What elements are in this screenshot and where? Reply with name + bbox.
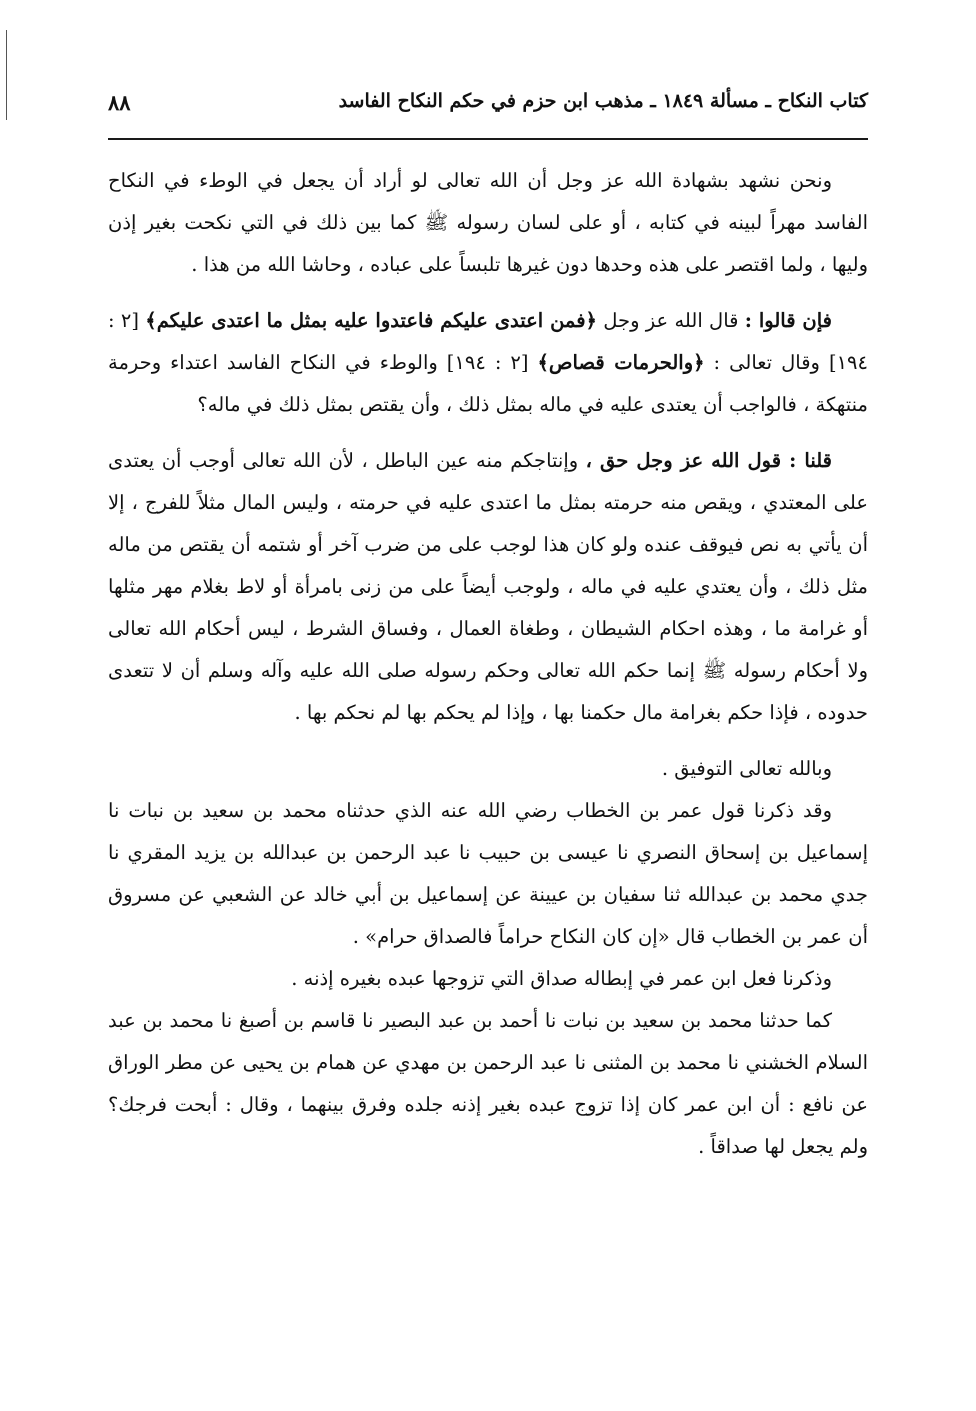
paragraph-2-text-1: قال الله عز وجل: [596, 309, 745, 332]
page-number: ٨٨: [108, 90, 131, 115]
quran-quote-2: ﴿والحرمات قصاص﴾: [537, 351, 705, 374]
paragraph-6: وذكرنا فعل ابن عمر في إبطاله صداق التي تزوجها عبده بغيره إذنه .: [291, 967, 832, 990]
header-divider: [108, 138, 868, 140]
paragraph-2-text-3: [٢ : ١٩٤] والوطء في النكاح الفاسد اعتداء وحرمة منتهكة ، فالواجب أن يعتدى عليه في ماله بمثل ذلك ، وأن يقتص بمثل ذلك في ماله؟: [108, 351, 868, 416]
page-body: [108, 160, 868, 1168]
paragraph-3-bold: قول الله عز وجل حق ،: [585, 449, 790, 472]
paragraph-3-lead: قلنا :: [789, 449, 832, 472]
paragraph-3: [108, 440, 868, 734]
paragraph-4: وبالله تعالى التوفيق .: [661, 757, 832, 780]
paragraph-3-text: وإنتاجكم منه عين الباطل ، لأن الله تعالى أوجب أن يعتدى على المعتدي ، ويقص منه حرمته بمثل ما اعتدى عليه في حرمته ، وليس المال مثلاً للفرج ، إلا أن يأتي به نص فيوقف عنده ولو كان هذا لوجب على من ضرب آخر أو شتمه أن يقتص من ماله مثل ذلك ، وأن يعتدي عليه في ماله ، ولوجب أيضاً على من زنى بامرأة أو لاط بغلام مهر مثلها أو غرامة ما ، وهذه احكام الشيطان ، وطغاة العمال ، وفساق الشرط ، ليس أحكام الله تعالى ولا أحكام رسوله ﷺ إنما حكم الله تعالى وحكم رسوله صلى الله عليه وآله وسلم أن لا تتعدى حدوده ، فإذا حكم بغرامة مال حكمنا بها ، وإذا لم يحكم بها لم نحكم بها .: [108, 449, 868, 724]
paragraph-5: وقد ذكرنا قول عمر بن الخطاب رضي الله عنه الذي حدثناه محمد بن سعيد بن نبات نا إسماعيل بن إسحاق النصري نا عيسى بن حبيب نا عبد الرحمن بن عبدالله بن يزيد المقري نا جدي محمد بن عبدالله ثنا سفيان بن عيينة عن إسماعيل بن أبي خالد عن الشعبي عن مسروق أن عمر بن الخطاب قال «إن كان النكاح حراماً فالصداق حرام» .: [108, 799, 868, 948]
page-edge-line: [6, 30, 7, 120]
paragraph-2-lead: فإن قالوا :: [744, 309, 832, 332]
paragraph-2-text-2: [٢ : ١٩٤] وقال تعالى :: [108, 309, 868, 374]
paragraph-7: كما حدثنا محمد بن سعيد بن نبات نا أحمد بن عبد البصير نا قاسم بن أصبغ نا محمد بن عبد السلام الخشني نا محمد بن المثنى نا عبد الرحمن بن مهدي عن همام بن يحيى عن مطر الوراق عن نافع : أن ابن عمر كان إذا تزوج عبده بغير إذنه جلده وفرق بينهما ، وقال : أبحت فرجك؟ ولم يجعل لها صداقاً .: [108, 1009, 868, 1158]
running-header: [108, 90, 868, 126]
paragraph-1: ونحن نشهد بشهادة الله عز وجل أن الله تعالى لو أراد أن يجعل في الوطء في النكاح الفاسد مهراً لبينه في كتابه ، أو على لسان رسوله ﷺ كما بين ذلك في التي نكحت بغير إذن وليها ، ولما اقتصر على هذه وحدها دون غيرها تلبساً على عباده ، وحاشا الله من هذا .: [108, 169, 868, 276]
paragraph-2: [108, 300, 868, 426]
header-title: كتاب النكاح ـ مسألة ١٨٤٩ ـ مذهب ابن حزم في حكم النكاح الفاسد: [338, 90, 868, 112]
quran-quote-1: ﴿فمن اعتدى عليكم فاعتدوا عليه بمثل ما اعتدى عليكم﴾: [145, 309, 597, 332]
